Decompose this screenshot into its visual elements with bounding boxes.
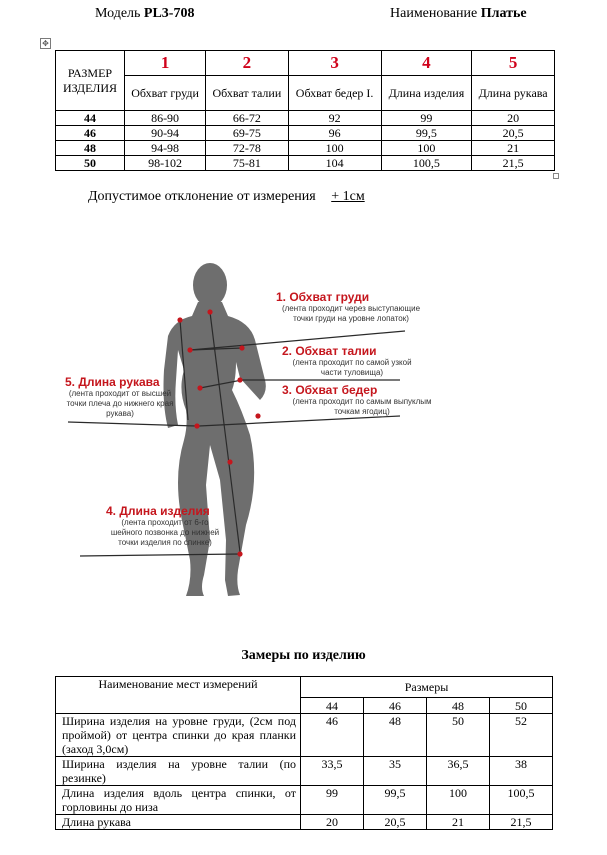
col-number: 3 bbox=[288, 51, 381, 76]
tolerance-note bbox=[88, 189, 365, 205]
value-cell: 104 bbox=[288, 156, 381, 171]
table-row bbox=[56, 141, 555, 156]
col-number: 5 bbox=[472, 51, 555, 76]
value-cell: 86-90 bbox=[125, 111, 206, 126]
value-cell: 72-78 bbox=[206, 141, 288, 156]
value-cell: 100 bbox=[427, 786, 490, 815]
value-cell: 33,5 bbox=[301, 757, 364, 786]
table-row bbox=[56, 786, 553, 815]
sizes-header: Размеры bbox=[301, 677, 553, 698]
table-row bbox=[56, 714, 553, 757]
col-caption: Длина изделия bbox=[381, 76, 472, 111]
name-header: Наименование мест измерений bbox=[56, 677, 301, 714]
table-row bbox=[56, 126, 555, 141]
length-label: 4. Длина изделия (лента проходит от 6-го шейного позвонка до нижней точки изделия по спинке) bbox=[106, 504, 220, 547]
table-row bbox=[56, 156, 555, 171]
value-cell: 50 bbox=[427, 714, 490, 757]
size-column: 44 bbox=[301, 698, 364, 714]
value-cell: 20,5 bbox=[472, 126, 555, 141]
value-cell: 99,5 bbox=[381, 126, 472, 141]
value-cell: 92 bbox=[288, 111, 381, 126]
value-cell: 100,5 bbox=[381, 156, 472, 171]
size-cell: 48 bbox=[56, 141, 125, 156]
product-name-value: Платье bbox=[480, 6, 527, 21]
value-cell: 66-72 bbox=[206, 111, 288, 126]
value-cell: 99,5 bbox=[364, 786, 427, 815]
col-caption: Обхват груди bbox=[125, 76, 206, 111]
tolerance-value: + 1см bbox=[331, 189, 365, 204]
product-measurements-table bbox=[55, 676, 553, 830]
value-cell: 90-94 bbox=[125, 126, 206, 141]
measure-name: Длина рукава bbox=[56, 815, 301, 830]
size-column: 46 bbox=[364, 698, 427, 714]
table-row bbox=[56, 757, 553, 786]
product-table-title: Замеры по изделию bbox=[241, 648, 366, 663]
product-name-label: Наименование bbox=[390, 6, 478, 21]
measure-name: Ширина изделия на уровне груди, (2см под проймой) от центра спинки до края планки (заход 3,0см) bbox=[56, 714, 301, 757]
waist-label: 2. Обхват талии (лента проходит по самой узкой части туловища) bbox=[282, 344, 412, 377]
value-cell: 46 bbox=[301, 714, 364, 757]
col-number: 2 bbox=[206, 51, 288, 76]
table-move-handle-icon[interactable]: ✥ bbox=[40, 38, 51, 49]
sleeve-label: 5. Длина рукава (лента проходит от высшей точки плеча до нижнего края рукава) bbox=[65, 375, 174, 418]
table-resize-handle-icon[interactable] bbox=[553, 173, 559, 179]
value-cell: 100 bbox=[288, 141, 381, 156]
col-caption: Длина рукава bbox=[472, 76, 555, 111]
value-cell: 99 bbox=[301, 786, 364, 815]
value-cell: 52 bbox=[490, 714, 553, 757]
value-cell: 20 bbox=[301, 815, 364, 830]
tolerance-text: Допустимое отклонение от измерения bbox=[88, 189, 316, 204]
value-cell: 21 bbox=[427, 815, 490, 830]
hips-label: 3. Обхват бедер (лента проходит по самым выпуклым точкам ягодиц) bbox=[282, 383, 432, 416]
value-cell: 69-75 bbox=[206, 126, 288, 141]
value-cell: 99 bbox=[381, 111, 472, 126]
size-cell: 50 bbox=[56, 156, 125, 171]
measure-name: Длина изделия вдоль центра спинки, от горловины до низа bbox=[56, 786, 301, 815]
value-cell: 20,5 bbox=[364, 815, 427, 830]
table-row bbox=[56, 815, 553, 830]
value-cell: 100 bbox=[381, 141, 472, 156]
chest-label: 1. Обхват груди (лента проходит через выступающие точки груди на уровне лопаток) bbox=[276, 290, 421, 323]
value-cell: 35 bbox=[364, 757, 427, 786]
size-cell: 46 bbox=[56, 126, 125, 141]
col-number: 1 bbox=[125, 51, 206, 76]
value-cell: 36,5 bbox=[427, 757, 490, 786]
size-header: РАЗМЕР ИЗДЕЛИЯ bbox=[56, 51, 125, 111]
size-cell: 44 bbox=[56, 111, 125, 126]
value-cell: 96 bbox=[288, 126, 381, 141]
size-column: 50 bbox=[490, 698, 553, 714]
measurement-figure bbox=[60, 240, 540, 600]
model-line bbox=[95, 6, 194, 22]
table-row bbox=[56, 111, 555, 126]
model-label: Модель bbox=[95, 6, 141, 21]
col-caption: Обхват талии bbox=[206, 76, 288, 111]
value-cell: 100,5 bbox=[490, 786, 553, 815]
value-cell: 38 bbox=[490, 757, 553, 786]
size-table bbox=[55, 50, 555, 171]
value-cell: 48 bbox=[364, 714, 427, 757]
value-cell: 21,5 bbox=[490, 815, 553, 830]
value-cell: 75-81 bbox=[206, 156, 288, 171]
model-value: PL3-708 bbox=[143, 6, 195, 21]
value-cell: 94-98 bbox=[125, 141, 206, 156]
product-name-line bbox=[390, 6, 527, 22]
value-cell: 21,5 bbox=[472, 156, 555, 171]
value-cell: 98-102 bbox=[125, 156, 206, 171]
value-cell: 21 bbox=[472, 141, 555, 156]
value-cell: 20 bbox=[472, 111, 555, 126]
col-number: 4 bbox=[381, 51, 472, 76]
measure-name: Ширина изделия на уровне талии (по резинке) bbox=[56, 757, 301, 786]
size-column: 48 bbox=[427, 698, 490, 714]
col-caption: Обхват бедер I. bbox=[288, 76, 381, 111]
